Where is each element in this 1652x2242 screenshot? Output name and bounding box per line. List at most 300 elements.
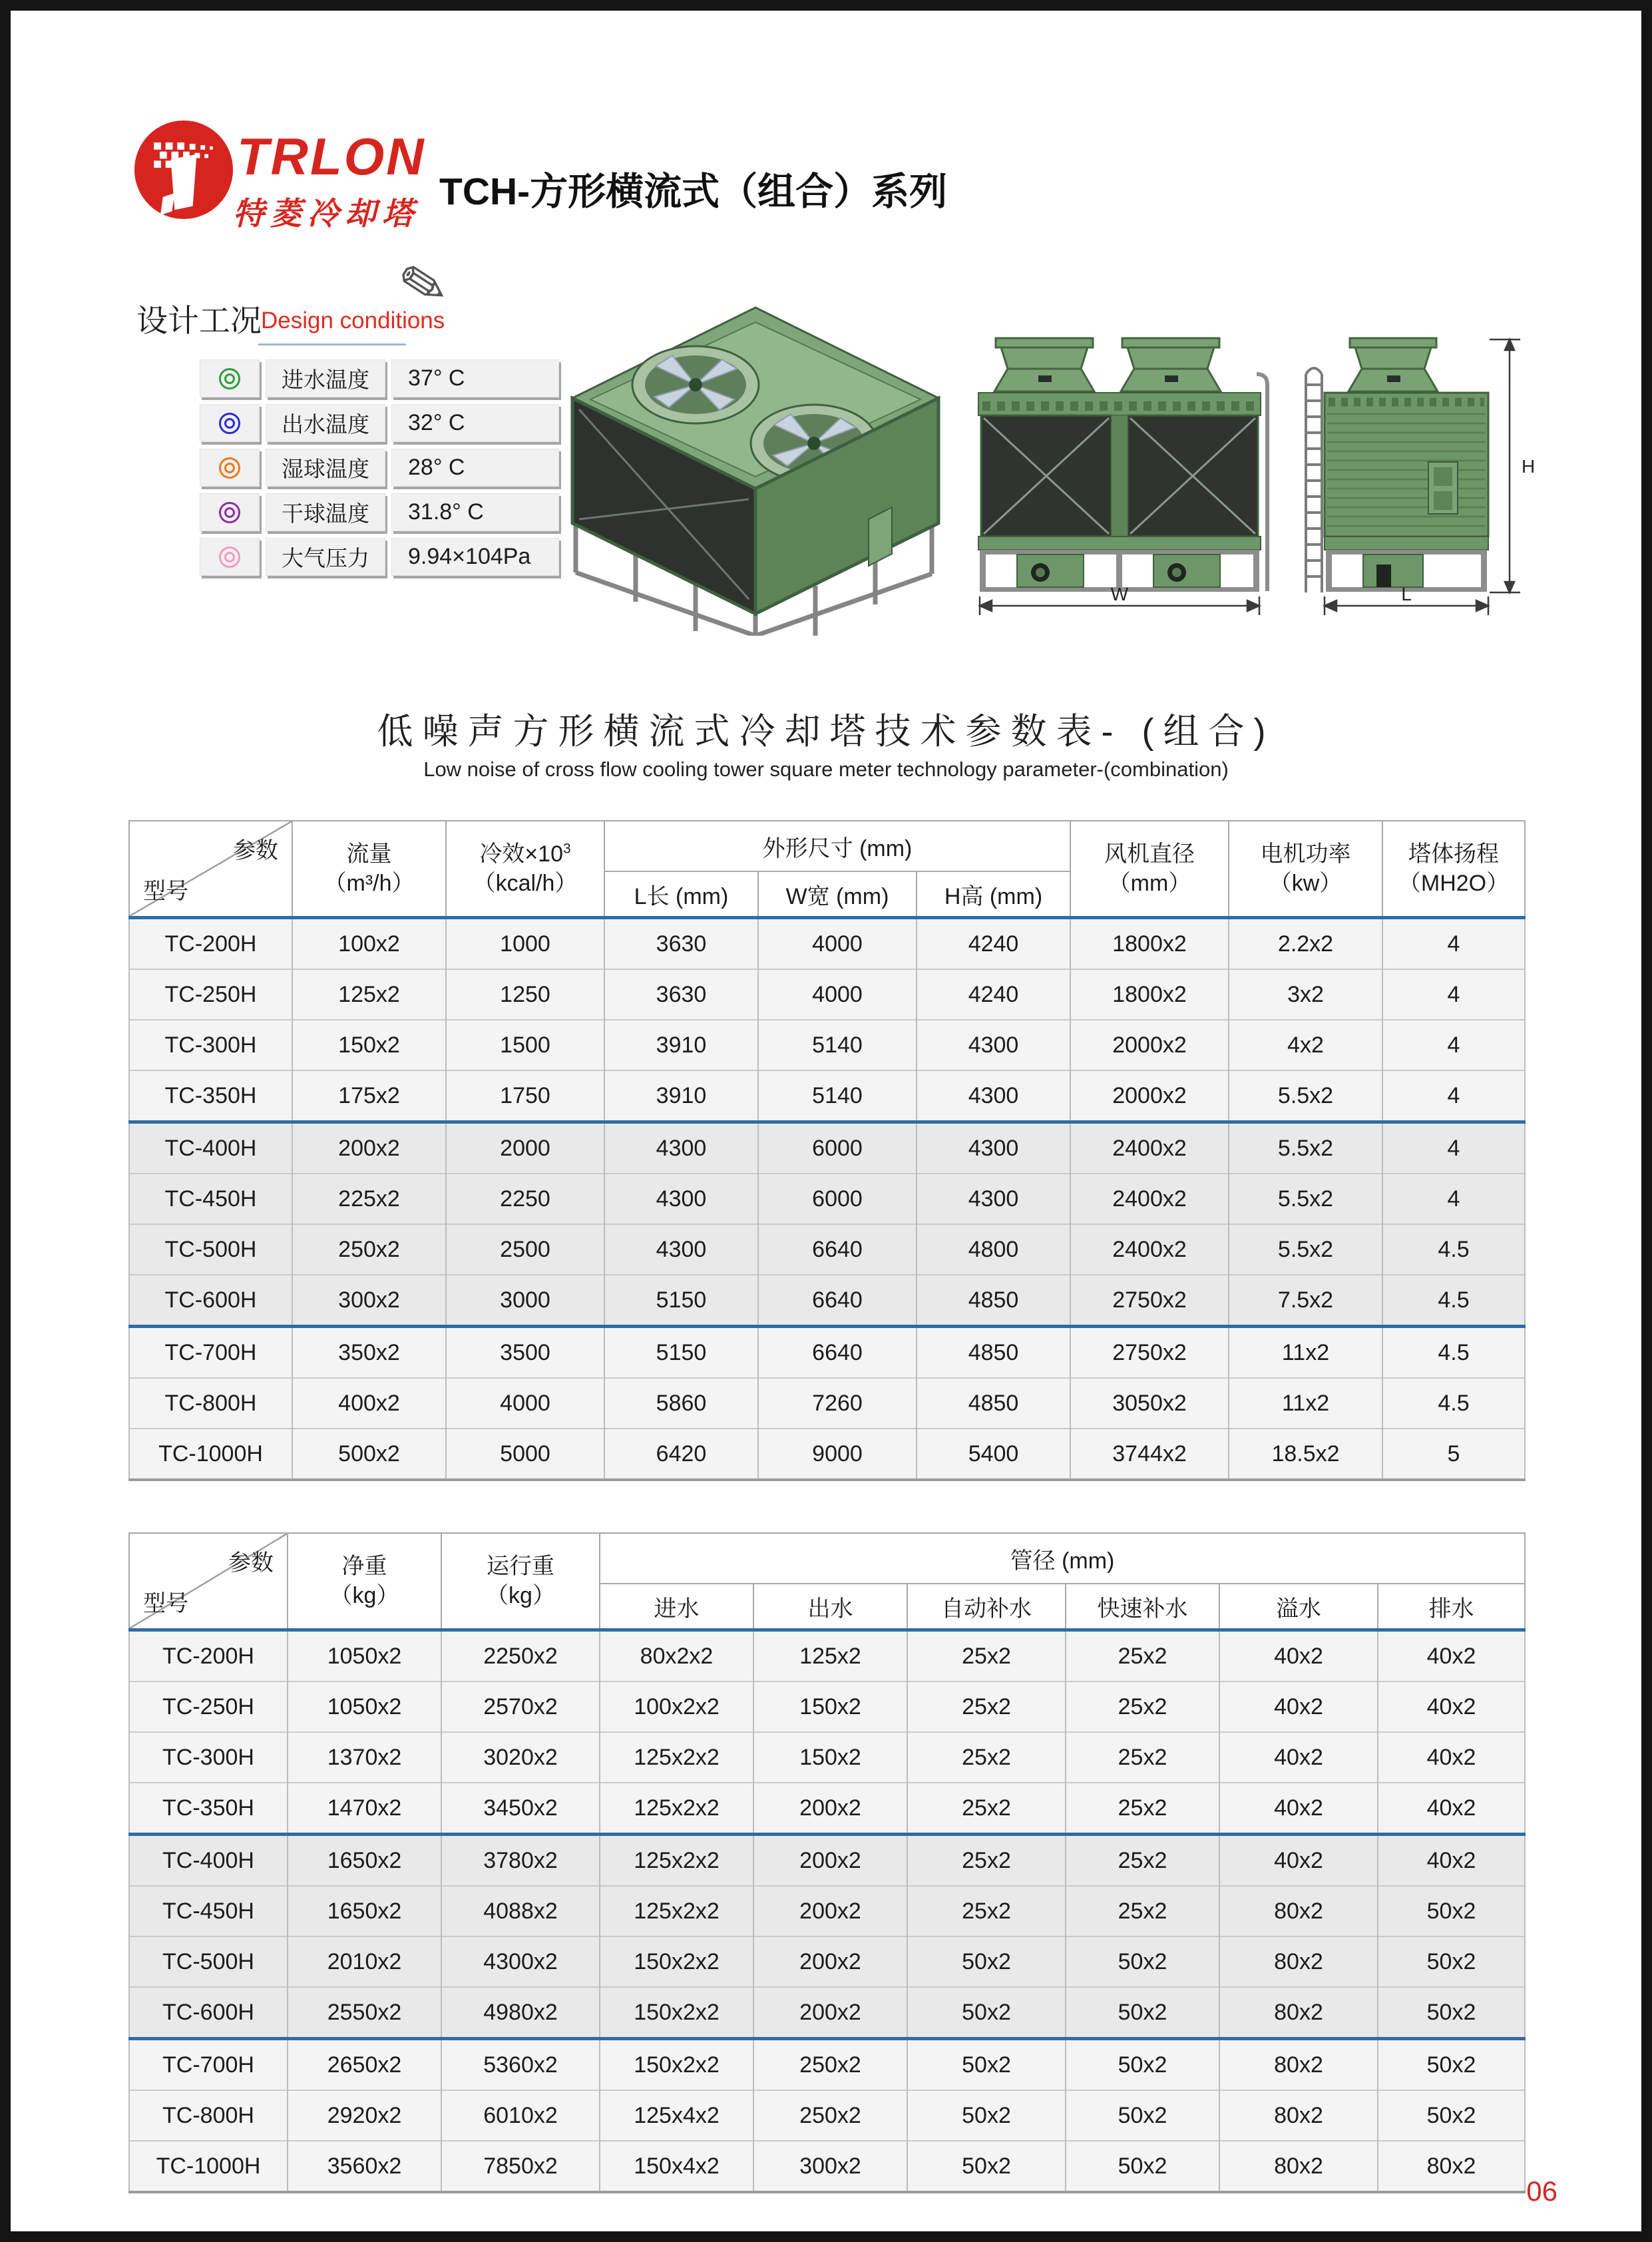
col-header-tower-head	[1382, 821, 1525, 918]
page-number: 06	[1526, 2175, 1557, 2207]
value-cell: 5140	[758, 1070, 917, 1122]
model-cell: TC-800H	[129, 1378, 292, 1429]
value-cell: 50x2	[907, 2141, 1066, 2192]
fan-shroud	[1348, 338, 1438, 391]
value-cell: 3x2	[1229, 969, 1382, 1020]
table-row	[129, 1936, 1525, 1987]
value-cell: 100x2x2	[600, 1682, 753, 1732]
value-cell: 40x2	[1378, 1783, 1525, 1835]
series-title: TCH-方形横流式（组合）系列	[439, 170, 948, 213]
value-cell: 2250	[446, 1174, 604, 1224]
value-cell: 2750x2	[1070, 1327, 1229, 1379]
value-cell: 50x2	[1066, 2090, 1219, 2141]
header-line: （kcal/h）	[473, 871, 578, 896]
value-cell: 5860	[604, 1378, 758, 1429]
col-header-dimensions-group: 外形尺寸 (mm)	[604, 821, 1070, 871]
col-header-length: L长 (mm)	[604, 871, 758, 918]
section-title-cn: 低噪声方形横流式冷却塔技术参数表- (组合)	[377, 712, 1275, 752]
value-cell: 125x2	[753, 1630, 907, 1682]
value-cell: 5.5x2	[1229, 1122, 1382, 1174]
value-cell: 80x2	[1219, 2090, 1378, 2141]
value-cell: 25x2	[1066, 1630, 1219, 1682]
value-cell: 50x2	[907, 2090, 1066, 2141]
table-row	[129, 1783, 1525, 1835]
fan-top-left	[632, 346, 759, 423]
table-row	[129, 969, 1525, 1020]
table-row	[129, 1174, 1525, 1224]
value-cell: 300x2	[753, 2141, 907, 2192]
design-conditions-heading-cn: 设计工况	[136, 303, 262, 338]
value-cell: 2000	[446, 1122, 604, 1174]
value-cell: 200x2	[753, 1783, 907, 1835]
model-cell: TC-500H	[129, 1224, 292, 1275]
value-cell: 125x2x2	[600, 1886, 753, 1936]
table-row	[129, 1682, 1525, 1732]
value-cell: 3050x2	[1070, 1378, 1229, 1429]
model-cell: TC-450H	[129, 1886, 288, 1936]
value-cell: 4240	[917, 918, 1070, 970]
value-cell: 25x2	[1066, 1783, 1219, 1835]
value-cell: 40x2	[1219, 1682, 1378, 1732]
value-cell: 4850	[917, 1378, 1070, 1429]
value-cell: 4.5	[1382, 1378, 1525, 1429]
value-cell: 4	[1382, 918, 1525, 970]
col-header-outlet: 出水	[753, 1584, 907, 1630]
tech-params-body	[129, 918, 1525, 1480]
value-cell: 50x2	[1066, 1987, 1219, 2039]
ladder	[1306, 368, 1322, 592]
model-cell: TC-1000H	[129, 2141, 288, 2192]
header-line: （m³/h）	[323, 871, 415, 896]
value-cell: 6420	[604, 1429, 758, 1480]
height-dimension-arrow	[1490, 339, 1520, 592]
value-cell: 1050x2	[288, 1682, 441, 1732]
value-cell: 4	[1382, 1122, 1525, 1174]
value-cell: 25x2	[1066, 1835, 1219, 1887]
table-row	[129, 1987, 1525, 2039]
model-cell: TC-500H	[129, 1936, 288, 1987]
col-header-fan-diameter	[1070, 821, 1229, 918]
value-cell: 50x2	[1378, 1987, 1525, 2039]
col-header-pipe-group: 管径 (mm)	[600, 1533, 1525, 1584]
value-cell: 25x2	[907, 1682, 1066, 1732]
value-cell: 40x2	[1219, 1630, 1378, 1682]
value-cell: 5	[1382, 1429, 1525, 1480]
design-condition-row	[200, 359, 572, 397]
value-cell: 4000	[758, 918, 917, 970]
value-cell: 25x2	[907, 1835, 1066, 1887]
value-cell: 18.5x2	[1229, 1429, 1382, 1480]
value-cell: 6000	[758, 1174, 917, 1224]
value-cell: 50x2	[1378, 1886, 1525, 1936]
value-cell: 80x2	[1219, 1886, 1378, 1936]
model-cell: TC-600H	[129, 1987, 288, 2039]
table-row	[129, 1835, 1525, 1887]
col-header-inlet: 进水	[600, 1584, 753, 1630]
value-cell: 4300	[917, 1122, 1070, 1174]
model-cell: TC-800H	[129, 2090, 288, 2141]
value-cell: 2570x2	[441, 1682, 600, 1732]
value-cell: 4	[1382, 969, 1525, 1020]
table-row	[129, 2141, 1525, 2192]
value-cell: 5.5x2	[1229, 1070, 1382, 1122]
table-row	[129, 1378, 1525, 1429]
value-cell: 1000	[446, 918, 604, 970]
double-circle-icon	[219, 547, 240, 568]
header-line: 净重	[341, 1553, 387, 1579]
value-cell: 200x2	[753, 1987, 907, 2039]
header-line: 流量	[346, 841, 392, 867]
header-line: （MH2O）	[1398, 871, 1510, 896]
tower-side-view-figure	[1283, 332, 1536, 618]
value-cell: 2400x2	[1070, 1174, 1229, 1224]
value-cell: 200x2	[753, 1835, 907, 1887]
table-row	[129, 1275, 1525, 1327]
model-cell: TC-700H	[129, 2039, 288, 2091]
value-cell: 7260	[758, 1378, 917, 1429]
value-cell: 80x2	[1219, 1987, 1378, 2039]
value-cell: 5150	[604, 1275, 758, 1327]
value-cell: 3630	[604, 969, 758, 1020]
double-circle-icon	[219, 457, 240, 479]
superscript: 3	[563, 841, 571, 857]
condition-icon-cell	[200, 449, 260, 487]
value-cell: 50x2	[907, 1936, 1066, 1987]
writing-pencil-icon: ✎	[393, 249, 454, 322]
dim-label-w: W	[1110, 584, 1129, 604]
value-cell: 4	[1382, 1070, 1525, 1122]
value-cell: 3450x2	[441, 1783, 600, 1835]
table-row	[129, 1630, 1525, 1682]
value-cell: 25x2	[1066, 1682, 1219, 1732]
value-cell: 11x2	[1229, 1378, 1382, 1429]
col-header-width: W宽 (mm)	[758, 871, 917, 918]
value-cell: 4.5	[1382, 1275, 1525, 1327]
col-header-height: H高 (mm)	[917, 871, 1070, 918]
design-condition-row	[200, 538, 572, 576]
corner-label-param: 参数	[228, 1550, 274, 1576]
col-header-overflow: 溢水	[1219, 1584, 1378, 1630]
value-cell: 4850	[917, 1275, 1070, 1327]
model-cell: TC-450H	[129, 1174, 292, 1224]
value-cell: 50x2	[1066, 2141, 1219, 2192]
value-cell: 1650x2	[288, 1835, 441, 1887]
value-cell: 4	[1382, 1020, 1525, 1070]
fan-shrouds	[994, 338, 1221, 391]
weights-pipes-body	[129, 1630, 1525, 2193]
double-circle-icon	[219, 368, 240, 389]
value-cell: 5000	[446, 1429, 604, 1480]
value-cell: 200x2	[292, 1122, 446, 1174]
tech-params-table	[128, 820, 1526, 1481]
value-cell: 4300x2	[441, 1936, 600, 1987]
value-cell: 40x2	[1378, 1682, 1525, 1732]
value-cell: 5.5x2	[1229, 1174, 1382, 1224]
value-cell: 6640	[758, 1275, 917, 1327]
value-cell: 3500	[446, 1327, 604, 1379]
design-condition-row	[200, 449, 572, 487]
trlon-logo-icon	[133, 113, 234, 226]
value-cell: 1470x2	[288, 1783, 441, 1835]
corner-label-param: 参数	[233, 838, 278, 863]
value-cell: 2.2x2	[1229, 918, 1382, 970]
table-row	[129, 1122, 1525, 1174]
value-cell: 2550x2	[288, 1987, 441, 2039]
value-cell: 25x2	[907, 1886, 1066, 1936]
value-cell: 2400x2	[1070, 1224, 1229, 1275]
condition-icon-cell	[200, 493, 260, 531]
design-condition-row	[200, 493, 572, 531]
model-cell: TC-1000H	[129, 1429, 292, 1480]
value-cell: 4000	[758, 969, 917, 1020]
table-row	[129, 2090, 1525, 2141]
value-cell: 125x2x2	[600, 1835, 753, 1887]
value-cell: 2000x2	[1070, 1020, 1229, 1070]
condition-icon-cell	[200, 359, 260, 397]
value-cell: 200x2	[753, 1886, 907, 1936]
value-cell: 25x2	[1066, 1886, 1219, 1936]
value-cell: 6000	[758, 1122, 917, 1174]
value-cell: 40x2	[1378, 1835, 1525, 1887]
value-cell: 2010x2	[288, 1936, 441, 1987]
col-header-auto-makeup: 自动补水	[907, 1584, 1066, 1630]
corner-header-cell	[129, 821, 292, 918]
table-row	[129, 1327, 1525, 1379]
value-cell: 250x2	[753, 2039, 907, 2091]
value-cell: 1500	[446, 1020, 604, 1070]
value-cell: 4.5	[1382, 1327, 1525, 1379]
condition-value: 28° C	[391, 449, 559, 487]
value-cell: 3560x2	[288, 2141, 441, 2192]
value-cell: 5150	[604, 1327, 758, 1379]
table-row	[129, 1429, 1525, 1480]
value-cell: 40x2	[1219, 1783, 1378, 1835]
value-cell: 4300	[604, 1224, 758, 1275]
value-cell: 3000	[446, 1275, 604, 1327]
table-row	[129, 918, 1525, 970]
value-cell: 4x2	[1229, 1020, 1382, 1070]
value-cell: 2650x2	[288, 2039, 441, 2091]
value-cell: 80x2	[1219, 1936, 1378, 1987]
header-line: （mm）	[1108, 871, 1191, 896]
brand-tagline: 特菱冷却塔	[233, 196, 419, 231]
value-cell: 1750	[446, 1070, 604, 1122]
value-cell: 50x2	[907, 2039, 1066, 2091]
value-cell: 3630	[604, 918, 758, 970]
table-row	[129, 1732, 1525, 1783]
value-cell: 2750x2	[1070, 1275, 1229, 1327]
col-header-motor-power	[1229, 821, 1382, 918]
model-cell: TC-300H	[129, 1020, 292, 1070]
value-cell: 7.5x2	[1229, 1275, 1382, 1327]
value-cell: 25x2	[907, 1732, 1066, 1783]
value-cell: 100x2	[292, 918, 446, 970]
value-cell: 3020x2	[441, 1732, 600, 1783]
value-cell: 4300	[917, 1174, 1070, 1224]
header-line: （kg）	[329, 1583, 399, 1608]
model-cell: TC-200H	[129, 918, 292, 970]
value-cell: 250x2	[292, 1224, 446, 1275]
value-cell: 125x2	[292, 969, 446, 1020]
header-line: 塔体扬程	[1408, 841, 1500, 867]
value-cell: 4088x2	[441, 1886, 600, 1936]
model-cell: TC-200H	[129, 1630, 288, 1682]
condition-value: 32° C	[391, 404, 559, 442]
value-cell: 80x2	[1219, 2039, 1378, 2091]
double-circle-icon	[219, 413, 240, 434]
value-cell: 2920x2	[288, 2090, 441, 2141]
value-cell: 80x2	[1378, 2141, 1525, 2192]
condition-icon-cell	[200, 404, 260, 442]
dim-label-l: L	[1401, 584, 1412, 604]
condition-label: 干球温度	[266, 493, 385, 531]
condition-label: 进水温度	[266, 359, 385, 397]
value-cell: 125x2x2	[600, 1783, 753, 1835]
value-cell: 9000	[758, 1429, 917, 1480]
model-cell: TC-400H	[129, 1122, 292, 1174]
col-header-flow	[292, 821, 446, 918]
value-cell: 4800	[917, 1224, 1070, 1275]
tower-front-view-figure	[964, 332, 1277, 618]
value-cell: 50x2	[907, 1987, 1066, 2039]
value-cell: 4300	[917, 1070, 1070, 1122]
value-cell: 2400x2	[1070, 1122, 1229, 1174]
value-cell: 50x2	[1378, 1936, 1525, 1987]
value-cell: 200x2	[753, 1936, 907, 1987]
model-cell: TC-350H	[129, 1783, 288, 1835]
value-cell: 4300	[917, 1020, 1070, 1070]
col-header-net-weight	[288, 1533, 441, 1630]
weights-pipes-table	[128, 1532, 1526, 2193]
value-cell: 2000x2	[1070, 1070, 1229, 1122]
value-cell: 40x2	[1378, 1732, 1525, 1783]
value-cell: 6640	[758, 1224, 917, 1275]
condition-value: 31.8° C	[391, 493, 559, 531]
heading-underline	[258, 343, 406, 345]
value-cell: 150x4x2	[600, 2141, 753, 2192]
header-line: 风机直径	[1104, 841, 1195, 867]
model-cell: TC-400H	[129, 1835, 288, 1887]
value-cell: 11x2	[1229, 1327, 1382, 1379]
value-cell: 5400	[917, 1429, 1070, 1480]
value-cell: 4.5	[1382, 1224, 1525, 1275]
value-cell: 1650x2	[288, 1886, 441, 1936]
value-cell: 3910	[604, 1070, 758, 1122]
value-cell: 4000	[446, 1378, 604, 1429]
header-line: （kg）	[486, 1583, 555, 1608]
value-cell: 2500	[446, 1224, 604, 1275]
value-cell: 80x2	[1219, 2141, 1378, 2192]
model-cell: TC-250H	[129, 969, 292, 1020]
value-cell: 500x2	[292, 1429, 446, 1480]
dim-label-h: H	[1522, 456, 1536, 477]
value-cell: 150x2	[292, 1020, 446, 1070]
col-header-quick-makeup: 快速补水	[1066, 1584, 1219, 1630]
value-cell: 2250x2	[441, 1630, 600, 1682]
value-cell: 125x4x2	[600, 2090, 753, 2141]
value-cell: 4980x2	[441, 1987, 600, 2039]
value-cell: 4300	[604, 1174, 758, 1224]
value-cell: 3744x2	[1070, 1429, 1229, 1480]
value-cell: 50x2	[1378, 2039, 1525, 2091]
design-condition-row	[200, 404, 572, 442]
value-cell: 25x2	[907, 1630, 1066, 1682]
value-cell: 400x2	[292, 1378, 446, 1429]
condition-value: 9.94×104Pa	[391, 538, 559, 576]
model-cell: TC-600H	[129, 1275, 292, 1327]
value-cell: 4300	[604, 1122, 758, 1174]
model-cell: TC-350H	[129, 1070, 292, 1122]
model-cell: TC-300H	[129, 1732, 288, 1783]
value-cell: 125x2x2	[600, 1732, 753, 1783]
corner-header-cell	[129, 1533, 288, 1630]
value-cell: 3780x2	[441, 1835, 600, 1887]
value-cell: 4850	[917, 1327, 1070, 1379]
value-cell: 225x2	[292, 1174, 446, 1224]
value-cell: 5.5x2	[1229, 1224, 1382, 1275]
value-cell: 1250	[446, 969, 604, 1020]
table-row	[129, 1020, 1525, 1070]
col-header-cooling	[446, 821, 604, 918]
condition-label: 湿球温度	[266, 449, 385, 487]
table-row	[129, 1224, 1525, 1275]
header-line: 冷效×10	[479, 841, 563, 867]
col-header-drain: 排水	[1378, 1584, 1525, 1630]
tower-iso-view-figure	[556, 300, 955, 636]
condition-label: 大气压力	[266, 538, 385, 576]
section-title-en: Low noise of cross flow cooling tower square meter technology parameter-(combination)	[423, 758, 1229, 781]
value-cell: 350x2	[292, 1327, 446, 1379]
header-line: （kw）	[1269, 871, 1342, 896]
value-cell: 1800x2	[1070, 969, 1229, 1020]
header-line: 电机功率	[1260, 841, 1351, 867]
value-cell: 150x2	[753, 1682, 907, 1732]
value-cell: 1370x2	[288, 1732, 441, 1783]
corner-label-model: 型号	[143, 1591, 188, 1616]
model-cell: TC-700H	[129, 1327, 292, 1379]
value-cell: 150x2x2	[600, 2039, 753, 2091]
value-cell: 40x2	[1378, 1630, 1525, 1682]
value-cell: 300x2	[292, 1275, 446, 1327]
value-cell: 50x2	[1066, 1936, 1219, 1987]
value-cell: 7850x2	[441, 2141, 600, 2192]
value-cell: 25x2	[1066, 1732, 1219, 1783]
value-cell: 50x2	[1066, 2039, 1219, 2091]
condition-icon-cell	[200, 538, 260, 576]
header-line: 运行重	[487, 1553, 554, 1579]
table-row	[129, 1886, 1525, 1936]
condition-value: 37° C	[391, 359, 559, 397]
table-row	[129, 2039, 1525, 2091]
value-cell: 50x2	[1378, 2090, 1525, 2141]
model-cell: TC-250H	[129, 1682, 288, 1732]
value-cell: 150x2x2	[600, 1987, 753, 2039]
value-cell: 5360x2	[441, 2039, 600, 2091]
col-header-running-weight	[441, 1533, 600, 1630]
value-cell: 175x2	[292, 1070, 446, 1122]
design-conditions-heading-en: Design conditions	[261, 308, 445, 334]
value-cell: 150x2x2	[600, 1936, 753, 1987]
table-row	[129, 1070, 1525, 1122]
value-cell: 6010x2	[441, 2090, 600, 2141]
design-conditions-panel	[200, 359, 572, 582]
value-cell: 250x2	[753, 2090, 907, 2141]
value-cell: 1050x2	[288, 1630, 441, 1682]
value-cell: 150x2	[753, 1732, 907, 1783]
condition-label: 出水温度	[266, 404, 385, 442]
value-cell: 3910	[604, 1020, 758, 1070]
corner-label-model: 型号	[143, 879, 188, 904]
